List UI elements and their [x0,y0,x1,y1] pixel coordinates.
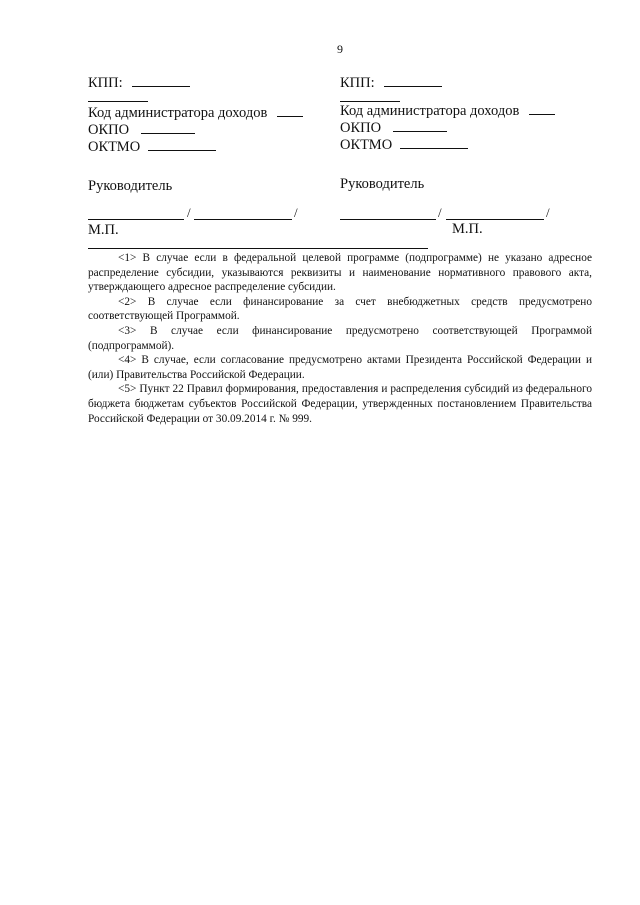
right-name-line [446,219,544,220]
left-okpo-blank [141,121,195,134]
left-head-label: Руководитель [88,178,173,194]
right-oktmo-label: ОКТМО [340,137,393,153]
left-kpp-underline [88,101,148,102]
left-stamp-label: М.П. [88,222,119,238]
right-okpo-blank [393,119,447,132]
right-kpp-row [340,74,442,92]
right-admin-code-row [340,102,555,120]
footnote-2: <2> В случае если финансирование за счет внебюджетных средств предусмотрено соответствующей Программой. [88,295,592,323]
footnote-4: <4> В случае, если согласование предусмотрено актами Президента Российской Федерации и (или) Правительства Российской Федерации. [88,354,592,381]
right-signature-slash-2: / [546,205,550,220]
left-admin-code-label: Код администратора доходов [88,105,268,121]
left-signature-slash-1: / [187,205,191,220]
page-number: 9 [337,42,343,56]
left-oktmo-row [88,138,216,156]
left-kpp-label: КПП: [88,75,123,91]
right-kpp-label: КПП: [340,75,375,91]
footnote-1: <1> В случае если в федеральной целевой программе (подпрограмме) не указано адресное распределение субсидии, указываются реквизиты и наименование нормативного правового акта, утверждающего адресное распределение субсидии. [88,252,592,294]
left-oktmo-label: ОКТМО [88,139,141,155]
footnotes [88,251,592,426]
footnote-separator [88,248,428,249]
right-signature-slash-1: / [438,205,442,220]
left-oktmo-blank [148,138,216,151]
right-signature-line [340,219,436,220]
right-head-label: Руководитель [340,176,425,192]
footnote-3: <3> В случае если финансирование предусмотрено соответствующей Программой (подпрограммой). [88,324,592,352]
right-okpo-label: ОКПО [340,120,382,136]
right-admin-code-blank [529,102,555,115]
right-stamp-label: М.П. [452,221,483,237]
left-signature-slash-2: / [294,205,298,220]
left-signature-line [88,219,184,220]
left-admin-code-blank [277,104,303,117]
left-kpp-blank [132,74,190,87]
footnote-5: <5> Пункт 22 Правил формирования, предоставления и распределения субсидий из федерального бюджета бюджетам субъектов Российской Федерации, утвержденных постановлением Правительства Российской Федерации от 30.09.2014 г. № 999. [88,383,592,425]
left-okpo-row [88,121,195,139]
left-name-line [194,219,292,220]
right-oktmo-row [340,136,468,154]
left-admin-code-row [88,104,303,122]
right-oktmo-blank [400,136,468,149]
left-okpo-label: ОКПО [88,122,130,138]
left-kpp-row [88,74,190,92]
right-admin-code-label: Код администратора доходов [340,103,520,119]
right-kpp-blank [384,74,442,87]
right-okpo-row [340,119,447,137]
